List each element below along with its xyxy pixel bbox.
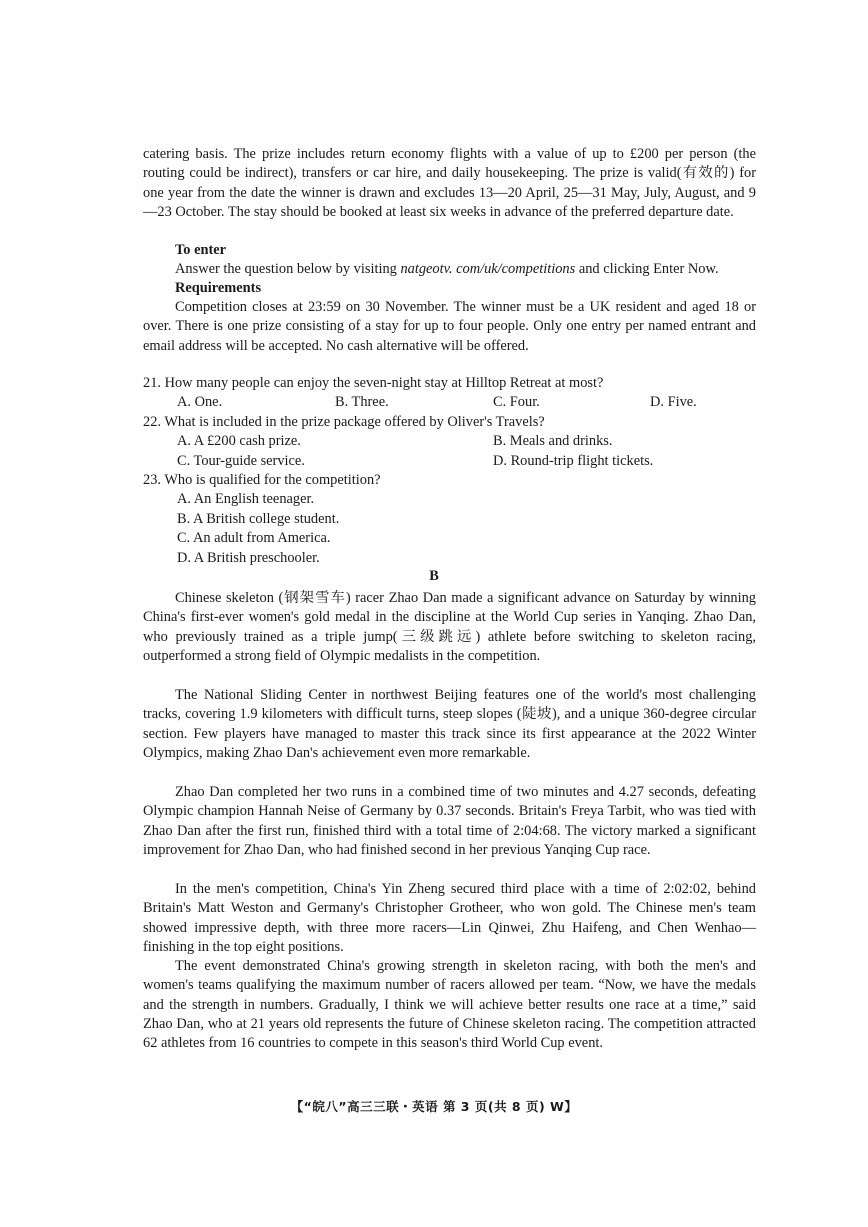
question-23-option-b: B. A British college student. [177,511,340,527]
question-23-option-a: A. An English teenager. [177,491,315,507]
to-enter-before: Answer the question below by visiting [175,261,401,277]
question-23-stem: 23. Who is qualified for the competition? [143,472,381,488]
passage-a-paragraph: catering basis. The prize includes return economy flights with a value of up to £200 per person (the routing could be indirect), transfers or car hire, and daily housekeeping. The prize is valid(有效的) for one year from the date the winner is drawn and excludes 13—20 April, 25—31 May, July, August, and 9—23 October. The stay should be booked at least six weeks in advance of the preferred departure date. [143,146,756,220]
question-21-option-b: B. Three. [335,394,389,410]
question-22-option-a: A. A £200 cash prize. [177,433,301,449]
question-21-option-c: C. Four. [493,394,540,410]
requirements-heading: Requirements [175,280,262,296]
question-22-option-c: C. Tour-guide service. [177,453,305,469]
to-enter-text [143,260,756,279]
passage-b-paragraph-1: Chinese skeleton (钢架雪车) racer Zhao Dan made a significant advance on Saturday by winning China's first-ever women's gold medal in the discipline at the World Cup series in Yanqing. Zhao Dan, who previously trained as a triple jump(三级跳远) athlete before switching to skeleton racing, outperformed a strong field of Olympic medalists in the competition. [143,590,756,664]
to-enter-after: and clicking Enter Now. [575,261,719,277]
passage-b-paragraph-4: In the men's competition, China's Yin Zheng secured third place with a time of 2:02:02, behind Britain's Matt Weston and Germany's Christopher Grotheer, who won gold. The Chinese men's team showed impressive depth, with three more racers—Lin Qinwei, Zhu Haifeng, and Chen Wenhao—finishing in the top eight positions. [143,881,756,955]
question-21-option-a: A. One. [177,394,223,410]
page-footer: 【“皖八”高三三联・英语 第 3 页(共 8 页) W】 [290,1099,578,1114]
to-enter-heading: To enter [175,242,227,258]
passage-b-paragraph-3: Zhao Dan completed her two runs in a combined time of two minutes and 4.27 seconds, defeating Olympic champion Hannah Neise of Germany by 0.37 seconds. Britain's Freya Tarbit, who was tied with Zhao Dan after the first run, finished third with a total time of 2:04:68. The victory marked a significant improvement for Zhao Dan, who had finished second in her previous Yanqing Cup race. [143,784,756,858]
requirements-text: Competition closes at 23:59 on 30 November. The winner must be a UK resident and aged 18 or over. There is one prize consisting of a stay for up to four people. Only one entry per named entrant and email address will be accepted. No cash alternative will be offered. [143,299,756,354]
question-22-option-b: B. Meals and drinks. [493,433,613,449]
section-b-heading: B [429,568,439,584]
question-23-option-c: C. An adult from America. [177,530,331,546]
question-21-option-d: D. Five. [650,394,697,410]
question-22-stem: 22. What is included in the prize package offered by Oliver's Travels? [143,414,545,430]
competition-url: natgeotv. com/uk/competitions [400,261,576,277]
question-22-option-d: D. Round-trip flight tickets. [493,453,654,469]
question-21-stem: 21. How many people can enjoy the seven-night stay at Hilltop Retreat at most? [143,375,604,391]
passage-b-paragraph-5: The event demonstrated China's growing strength in skeleton racing, with both the men's and women's teams qualifying the maximum number of racers allowed per team. “Now, we have the medals and the strength in numbers. Gradually, I think we will achieve better results one race at a time,” said Zhao Dan, who at 21 years old represents the future of Chinese skeleton racing. The competition attracted 62 athletes from 16 countries to compete in this season's third World Cup event. [143,958,756,1052]
question-23-option-d: D. A British preschooler. [177,550,320,566]
passage-b-paragraph-2: The National Sliding Center in northwest Beijing features one of the world's most challenging tracks, covering 1.9 kilometers with difficult turns, steep slopes (陡坡), and a unique 360-degree circular section. Few players have managed to master this track since its first appearance at the 2022 Winter Olympics, making Zhao Dan's achievement even more remarkable. [143,687,756,761]
